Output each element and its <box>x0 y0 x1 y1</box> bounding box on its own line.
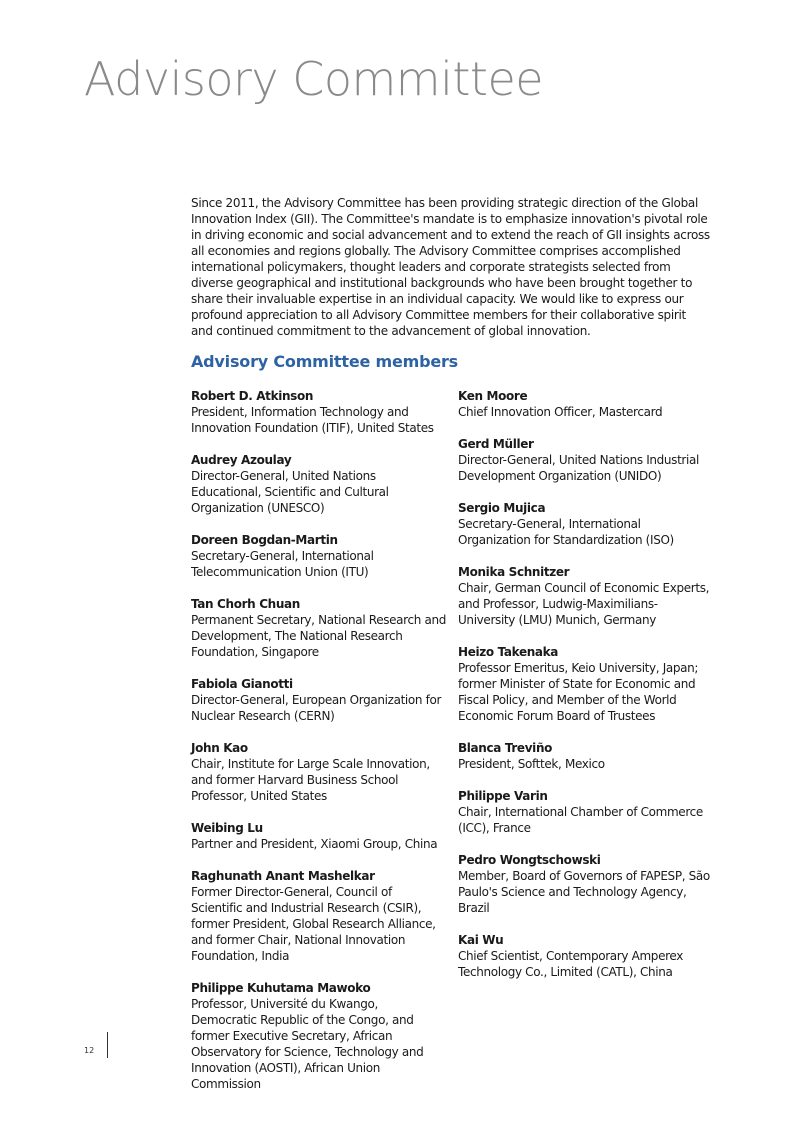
page-title: Advisory Committee <box>84 52 544 106</box>
member-role: President, Softtek, Mexico <box>458 757 605 771</box>
member-role: President, Information Technology and Innovation Foundation (ITIF), United States <box>191 405 434 435</box>
member-role: Chief Scientist, Contemporary Amperex Technology Co., Limited (CATL), China <box>458 949 683 979</box>
members-heading: Advisory Committee members <box>191 352 459 371</box>
member-role: Partner and President, Xiaomi Group, China <box>191 837 438 851</box>
member-role: Member, Board of Governors of FAPESP, São Paulo's Science and Technology Agency, Brazil <box>458 869 710 915</box>
member-name: Blanca Treviño <box>458 741 553 755</box>
member-entry <box>458 740 713 772</box>
member-name: Raghunath Anant Mashelkar <box>191 869 375 883</box>
member-entry <box>191 740 446 804</box>
member-entry <box>458 644 713 724</box>
member-entry <box>458 436 713 484</box>
member-role: Director-General, United Nations Industrial Development Organization (UNIDO) <box>458 453 699 483</box>
page-number-divider <box>107 1032 108 1058</box>
member-name: Robert D. Atkinson <box>191 389 314 403</box>
member-entry <box>458 388 713 420</box>
members-column-left <box>191 388 446 1108</box>
member-role: Director-General, European Organization for Nuclear Research (CERN) <box>191 693 442 723</box>
member-name: Sergio Mujica <box>458 501 546 515</box>
member-entry <box>458 500 713 548</box>
member-entry <box>458 788 713 836</box>
member-role: Former Director-General, Council of Scientific and Industrial Research (CSIR), former President, Global Research Alliance, and former Chair, National Innovation Foundation, India <box>191 885 436 963</box>
member-role: Permanent Secretary, National Research and Development, The National Research Foundation, Singapore <box>191 613 446 659</box>
member-entry <box>191 452 446 516</box>
member-name: Monika Schnitzer <box>458 565 570 579</box>
member-name: Kai Wu <box>458 933 504 947</box>
member-name: Heizo Takenaka <box>458 645 559 659</box>
member-role: Director-General, United Nations Educational, Scientific and Cultural Organization (UNESCO) <box>191 469 389 515</box>
member-name: Doreen Bogdan-Martin <box>191 533 338 547</box>
member-entry <box>191 388 446 436</box>
member-name: Philippe Kuhutama Mawoko <box>191 981 371 995</box>
member-entry <box>458 852 713 916</box>
member-name: Weibing Lu <box>191 821 263 835</box>
member-name: John Kao <box>191 741 248 755</box>
member-entry <box>458 932 713 980</box>
member-role: Secretary-General, International Organization for Standardization (ISO) <box>458 517 674 547</box>
member-role: Chair, German Council of Economic Experts, and Professor, Ludwig-Maximilians-University (LMU) Munich, Germany <box>458 581 710 627</box>
member-entry <box>191 596 446 660</box>
member-role: Chair, International Chamber of Commerce (ICC), France <box>458 805 703 835</box>
member-role: Chair, Institute for Large Scale Innovation, and former Harvard Business School Professor, United States <box>191 757 430 803</box>
intro-paragraph: Since 2011, the Advisory Committee has been providing strategic direction of the Global Innovation Index (GII). The Committee's mandate is to emphasize innovation's pivotal role in driving economic and social advancement and to extend the reach of GII insights across all economies and regions globally. The Advisory Committee comprises accomplished international policymakers, thought leaders and corporate strategists selected from diverse geographical and institutional backgrounds who have been brought together to share their invaluable expertise in an individual capacity. We would like to express our profound appreciation to all Advisory Committee members for their collaborative spirit and continued commitment to the advancement of global innovation. <box>191 196 710 338</box>
member-name: Ken Moore <box>458 389 528 403</box>
member-entry <box>191 820 446 852</box>
member-entry <box>191 980 446 1092</box>
member-name: Pedro Wongtschowski <box>458 853 601 867</box>
member-name: Tan Chorh Chuan <box>191 597 300 611</box>
page-number: 12 <box>84 1046 95 1055</box>
members-column-right <box>458 388 713 996</box>
member-entry <box>191 868 446 964</box>
member-role: Chief Innovation Officer, Mastercard <box>458 405 663 419</box>
member-name: Fabiola Gianotti <box>191 677 293 691</box>
member-entry <box>191 532 446 580</box>
member-role: Professor Emeritus, Keio University, Japan; former Minister of State for Economic and Fiscal Policy, and Member of the World Economic Forum Board of Trustees <box>458 661 699 723</box>
member-entry <box>458 564 713 628</box>
member-role: Professor, Université du Kwango, Democratic Republic of the Congo, and former Executive Secretary, African Observatory for Science, Technology and Innovation (AOSTI), African Union Commission <box>191 997 424 1091</box>
member-name: Gerd Müller <box>458 437 534 451</box>
member-name: Philippe Varin <box>458 789 548 803</box>
member-entry <box>191 676 446 724</box>
member-name: Audrey Azoulay <box>191 453 292 467</box>
member-role: Secretary-General, International Telecommunication Union (ITU) <box>191 549 374 579</box>
